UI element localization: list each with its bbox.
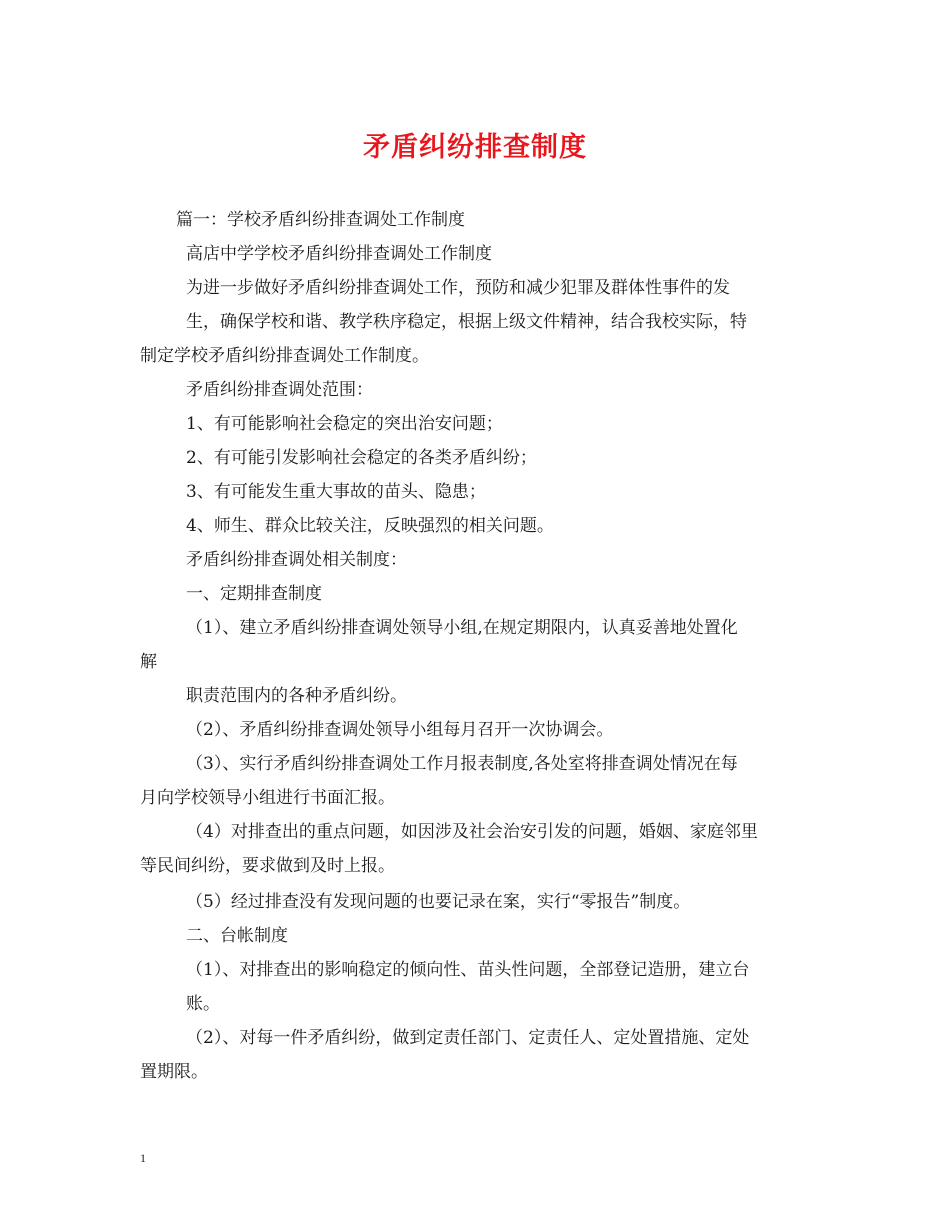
text-line: 制定学校矛盾纠纷排查调处工作制度。 [140,346,429,366]
page-number: 1 [140,1151,146,1165]
text-line: 解 [140,652,157,672]
text-line: （4）对排查出的重点问题，如因涉及社会治安引发的问题，婚姻、家庭邻里 [186,822,758,842]
text-line: （2）、对每一件矛盾纠纷，做到定责任部门、定责任人、定处置措施、定处 [186,1028,750,1048]
text-line: 为进一步做好矛盾纠纷排查调处工作，预防和减少犯罪及群体性事件的发 [186,278,730,298]
document-title: 矛盾纠纷排查制度 [363,132,587,163]
text-line: 篇一：学校矛盾纠纷排查调处工作制度 [176,210,465,230]
text-line: （1）、建立矛盾纠纷排查调处领导小组,在规定期限内，认真妥善地处置化 [186,618,738,638]
list-item: 3、有可能发生重大事故的苗头、隐患； [186,482,486,502]
list-item: 2、有可能引发影响社会稳定的各类矛盾纠纷； [186,448,537,468]
text-line: （2）、矛盾纠纷排查调处领导小组每月召开一次协调会。 [186,720,614,740]
text-line: 矛盾纠纷排查调处相关制度： [186,550,407,570]
text-line: 等民间纠纷，要求做到及时上报。 [140,856,395,876]
text-line: 账。 [186,994,220,1014]
text-line: 置期限。 [140,1062,208,1082]
list-item: 1、有可能影响社会稳定的突出治安问题； [186,414,503,434]
text-line: 月向学校领导小组进行书面汇报。 [140,788,395,808]
list-item: 4、师生、群众比较关注，反映强烈的相关问题。 [186,516,554,536]
text-line: （1）、对排查出的影响稳定的倾向性、苗头性问题，全部登记造册，建立台 [186,960,750,980]
section-heading: 二、台帐制度 [186,926,288,946]
section-heading: 一、定期排查制度 [186,584,322,604]
text-line: （3）、实行矛盾纠纷排查调处工作月报表制度,各处室将排查调处情况在每 [186,754,738,774]
text-line: （5）经过排查没有发现问题的也要记录在案，实行“零报告”制度。 [186,892,691,912]
text-line: 高店中学学校矛盾纠纷排查调处工作制度 [186,244,492,264]
text-line: 职责范围内的各种矛盾纠纷。 [186,686,407,706]
text-line: 生，确保学校和谐、教学秩序稳定，根据上级文件精神，结合我校实际，特 [186,312,747,332]
text-line: 矛盾纠纷排查调处范围： [186,380,373,400]
